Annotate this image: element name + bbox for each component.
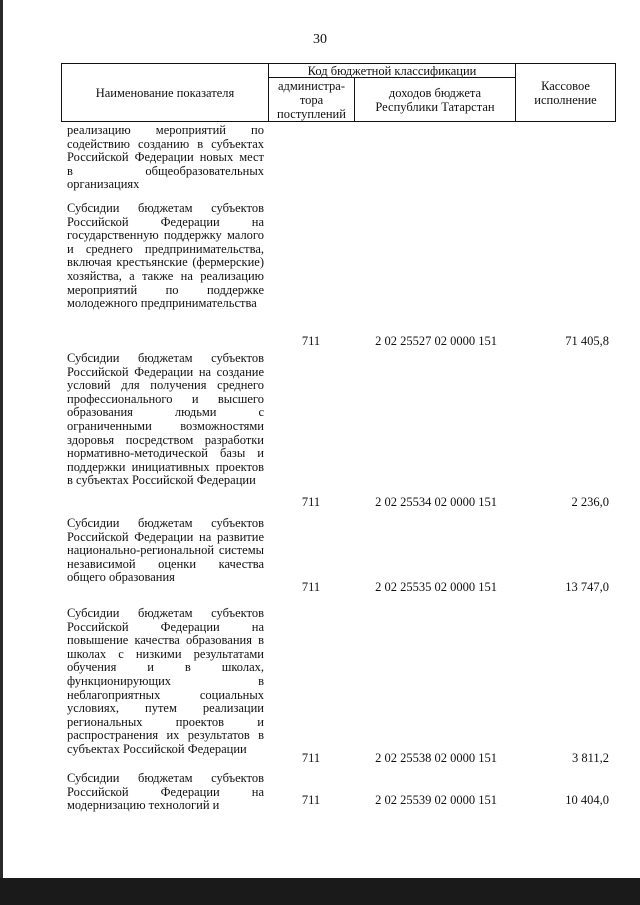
row-budget-code: 2 02 25539 02 0000 151	[375, 793, 497, 807]
row-budget-code: 2 02 25535 02 0000 151	[375, 580, 497, 594]
row-admin-code: 711	[301, 580, 321, 594]
row-name: Субсидии бюджетам субъектов Российской Федерации на развитие национально-региональной системы независимой оценки качества общего образования	[67, 516, 264, 585]
row-name: Субсидии бюджетам субъектов Российской Федерации на модернизацию технологий и	[67, 771, 264, 813]
column-header-amount: Кассовое исполнение	[534, 78, 597, 107]
row-admin-code: 711	[301, 793, 321, 807]
header-bottom-border	[61, 121, 616, 122]
column-group-title: Код бюджетной классификации	[307, 63, 477, 78]
row-budget-code: 2 02 25527 02 0000 151	[375, 334, 497, 348]
column-header-income: доходов бюджета Республики Татарстан	[375, 85, 495, 114]
row-name: реализацию мероприятий по содействию созданию в субъектах Российской Федерации новых мест в общеобразовательных организациях	[67, 123, 264, 192]
row-admin-code: 711	[301, 334, 321, 348]
table-header	[61, 63, 616, 122]
row-amount: 3 811,2	[571, 751, 609, 765]
row-budget-code: 2 02 25534 02 0000 151	[375, 495, 497, 509]
scan-left-edge	[0, 0, 3, 905]
row-amount: 10 404,0	[565, 793, 609, 807]
header-right-border	[615, 63, 616, 122]
row-amount: 2 236,0	[571, 495, 609, 509]
row-amount: 13 747,0	[565, 580, 609, 594]
row-name: Субсидии бюджетам субъектов Российской Федерации на создание условий для получения среднего профессионального и высшего образования людьми с ограниченными возможностями здоровья посредством разработки нормативно-методической базы и поддержки инициативных проектов в субъектах Российской Федерации	[67, 351, 264, 488]
page-number: 30	[313, 32, 327, 47]
row-name: Субсидии бюджетам субъектов Российской Федерации на государственную поддержку малого и среднего предпринимательства, включая крестьянские (фермерские) хозяйства, а также на реализацию мероприятий по поддержке молодежного предпринимательства	[67, 201, 264, 311]
row-amount: 71 405,8	[565, 334, 609, 348]
column-header-name: Наименование показателя	[95, 85, 235, 100]
row-budget-code: 2 02 25538 02 0000 151	[375, 751, 497, 765]
row-admin-code: 711	[301, 751, 321, 765]
row-name: Субсидии бюджетам субъектов Российской Федерации на повышение качества образования в школах с низкими результатами обучения и в школах, функционирующих в неблагоприятных социальных условиях, путем реализации региональных проектов и распространения их результатов в субъектах Российской Федерации	[67, 606, 264, 756]
column-header-admin: администра-тора поступлений	[277, 78, 346, 121]
row-admin-code: 711	[301, 495, 321, 509]
scan-bottom-edge	[0, 878, 640, 905]
